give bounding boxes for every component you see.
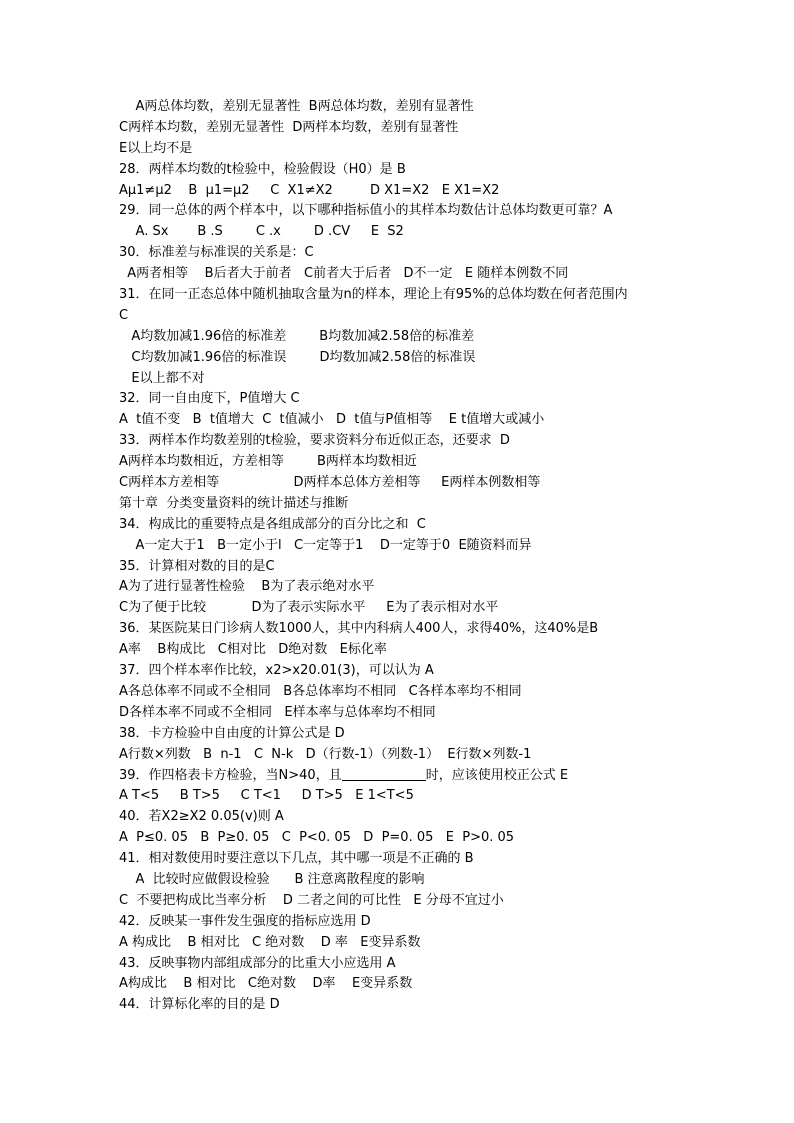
question-34: 34．构成比的重要特点是各组成部分的百分比之和 C (119, 516, 426, 532)
chapter-heading: 第十章 分类变量资料的统计描述与推断 (119, 495, 349, 511)
question-41: 41．相对数使用时要注意以下几点，其中哪一项是不正确的 B (119, 851, 474, 867)
text-line: C为了便于比较 D为了表示实际水平 E为了表示相对水平 (119, 600, 499, 616)
question-37: 37．四个样本率作比较，x2>x20.01(3)，可以认为 A (119, 663, 434, 679)
question-35: 35．计算相对数的目的是C (119, 558, 275, 574)
text-line: C 不要把构成比当率分析 D 二者之间的可比性 E 分母不宜过小 (119, 892, 504, 908)
text-line: A两样本均数相近，方差相等 B两样本均数相近 (119, 454, 417, 470)
question-33: 33．两样本作均数差别的t检验，要求资料分布近似正态，还要求 D (119, 433, 510, 449)
text-line: A两者相等 B后者大于前者 C前者大于后者 D不一定 E 随样本例数不同 (119, 266, 569, 282)
text-line: A均数加减1.96倍的标准差 B均数加减2.58倍的标准差 (119, 328, 475, 344)
text-line: A行数×列数 B n-1 C N-k D（行数-1）（列数-1） E行数×列数-1 (119, 746, 532, 762)
question-44: 44．计算标化率的目的是 D (119, 997, 280, 1013)
question-42: 42．反映某一事件发生强度的指标应选用 D (119, 913, 371, 929)
question-38: 38．卡方检验中自由度的计算公式是 D (119, 725, 345, 741)
fill-in-blank (342, 767, 426, 781)
question-32: 32．同一自由度下，P值增大 C (119, 391, 300, 407)
text-line: A P≤0. 05 B P≥0. 05 C P<0. 05 D P=0. 05 E P>0. 05 (119, 830, 515, 846)
text-line: E以上均不是 (119, 140, 193, 156)
question-28: 28．两样本均数的t检验中，检验假设（H0）是 B (119, 161, 406, 177)
text-line: A率 B构成比 C相对比 D绝对数 E标化率 (119, 642, 387, 658)
question-39-tail: 时，应该使用校正公式 E (425, 767, 569, 783)
text-line: A T<5 B T>5 C T<1 D T>5 E 1<T<5 (119, 788, 414, 804)
question-39 (119, 766, 689, 787)
text-line: C (119, 307, 129, 323)
question-36: 36．某医院某日门诊病人数1000人，其中内科病人400人，求得40%，这40%是B (119, 621, 599, 637)
text-line: Aμ1≠μ2 B μ1=μ2 C X1≠X2 D X1=X2 E X1=X2 (119, 182, 500, 198)
question-40: 40．若X2≥X2 0.05(v)则 A (119, 809, 284, 825)
text-line: E以上都不对 (119, 370, 205, 386)
question-31: 31．在同一正态总体中随机抽取含量为n的样本，理论上有95%的总体均数在何者范围内 (119, 287, 628, 303)
question-29: 29．同一总体的两个样本中，以下哪种指标值小的其样本均数估计总体均数更可靠？A (119, 203, 613, 219)
question-43: 43．反映事物内部组成部分的比重大小应选用 A (119, 955, 396, 971)
text-line: A两总体均数，差别无显著性 B两总体均数，差别有显著性 (119, 99, 474, 114)
text-line: A t值不变 B t值增大 C t值减小 D t值与P值相等 E t值增大或减小 (119, 412, 545, 428)
text-line: A 构成比 B 相对比 C 绝对数 D 率 E变异系数 (119, 934, 421, 950)
text-line: D各样本率不同或不全相同 E样本率与总体率均不相同 (119, 704, 436, 720)
text-line: A 比较时应做假设检验 B 注意离散程度的影响 (119, 871, 425, 887)
text-line: C均数加减1.96倍的标准误 D均数加减2.58倍的标准误 (119, 349, 476, 365)
text-line: A构成比 B 相对比 C绝对数 D率 E变异系数 (119, 976, 413, 992)
question-30: 30．标准差与标准误的关系是：C (119, 245, 314, 261)
text-line: A一定大于1 B一定小于l C一定等于1 D一定等于0 E随资料而异 (119, 537, 532, 553)
document-page (119, 97, 689, 1016)
text-line: C两样本方差相等 D两样本总体方差相等 E两样本例数相等 (119, 475, 541, 491)
text-line: C两样本均数，差别无显著性 D两样本均数，差别有显著性 (119, 119, 459, 135)
text-line: A. Sx B .S C .x D .CV E S2 (119, 224, 404, 240)
question-39-head: 39．作四格表卡方检验，当N>40，且 (119, 767, 342, 783)
text-line: A各总体率不同或不全相同 B各总体率均不相同 C各样本率均不相同 (119, 683, 522, 699)
text-line: A为了进行显著性检验 B为了表示绝对水平 (119, 579, 375, 595)
